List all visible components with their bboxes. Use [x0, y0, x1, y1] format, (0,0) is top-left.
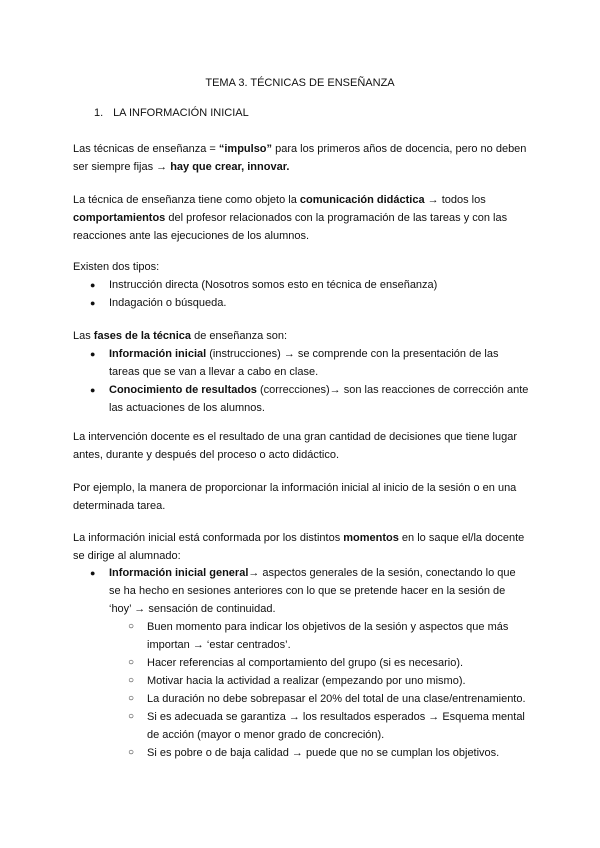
sub-list-item: ○ Motivar hacia la actividad a realizar (empezando por uno mismo). [128, 672, 530, 690]
moments-list [90, 564, 530, 762]
bold-span: comportamientos [73, 212, 166, 224]
bold-span: hay que crear, innovar. [170, 161, 290, 173]
paragraph-momentos [73, 529, 528, 565]
paragraph-tipos: Existen dos tipos: [73, 261, 160, 273]
sub-list-item: ○ Hacer referencias al comportamiento del grupo (si es necesario). [128, 654, 530, 672]
section-number: 1. [94, 107, 104, 119]
section-label: LA INFORMACIÓN INICIAL [113, 107, 249, 119]
text-span: (correcciones)→ son las reacciones de corrección ante las actuaciones de los alumnos. [109, 384, 529, 414]
sub-list-item: ○ La duración no debe sobrepasar el 20% del total de una clase/entrenamiento. [128, 690, 530, 708]
list-item: ● Indagación o búsqueda. [90, 294, 530, 312]
paragraph-fases [73, 327, 528, 345]
bold-span: “impulso” [218, 143, 273, 155]
paragraph-ejemplo: Por ejemplo, la manera de proporcionar la información inicial al inicio de la sesión o en una determinada tarea. [73, 482, 517, 512]
bold-span: Conocimiento de resultados [109, 384, 257, 396]
bold-span: comunicación didáctica [299, 194, 425, 206]
text-span: de enseñanza son: [191, 330, 288, 342]
bold-span: momentos [343, 532, 399, 544]
document-title: TEMA 3. TÉCNICAS DE ENSEÑANZA [205, 77, 395, 89]
text-span: → todos los [424, 194, 486, 206]
text-span: La información inicial está conformada por los distintos [73, 532, 344, 544]
sub-list [109, 618, 530, 762]
paragraph-impulso [73, 140, 528, 176]
section-heading [94, 107, 249, 119]
bold-span: Información inicial general [109, 567, 249, 579]
text-span: del profesor relacionados con la programación de las tareas y con las reacciones ante las ejecuciones de los alumnos. [73, 212, 508, 242]
phases-list [90, 345, 530, 417]
list-item [90, 345, 530, 381]
paragraph-comunicacion [73, 191, 528, 245]
text-span: Las [73, 330, 94, 342]
sub-list-item: ○ Si es adecuada se garantiza → los resultados esperados → Esquema mental de acción (mayor o menor grado de concreción). [128, 708, 530, 744]
bold-span: fases de la técnica [93, 330, 192, 342]
sub-list-item: ○ Buen momento para indicar los objetivos de la sesión y aspectos que más importan → ‘estar centrados’. [128, 618, 530, 654]
paragraph-intervencion: La intervención docente es el resultado de una gran cantidad de decisiones que tiene lugar antes, durante y después del proceso o acto didáctico. [73, 431, 517, 461]
text-span: → aspectos generales de la sesión, conectando lo que se ha hecho en sesiones anteriores con lo que se pretende hacer en la sesión de ‘hoy’ → sensación de continuidad. [109, 567, 516, 615]
list-item [90, 564, 530, 762]
text-span: La técnica de enseñanza tiene como objeto la [73, 194, 300, 206]
list-item: ● Instrucción directa (Nosotros somos esto en técnica de enseñanza) [90, 276, 530, 294]
list-item [90, 381, 530, 417]
sub-list-item: ○ Si es pobre o de baja calidad → puede que no se cumplan los objetivos. [128, 744, 530, 762]
text-span: (instrucciones) → se comprende con la presentación de las tareas que se van a llevar a cabo en clase. [109, 348, 499, 378]
text-span: para los primeros años de docencia, pero no deben ser siempre fijas → [73, 143, 527, 173]
text-span: en lo saque el/la docente se dirige al alumnado: [73, 532, 525, 562]
types-list [90, 276, 530, 312]
text-span: Las técnicas de enseñanza = [73, 143, 219, 155]
bold-span: Información inicial [109, 348, 207, 360]
